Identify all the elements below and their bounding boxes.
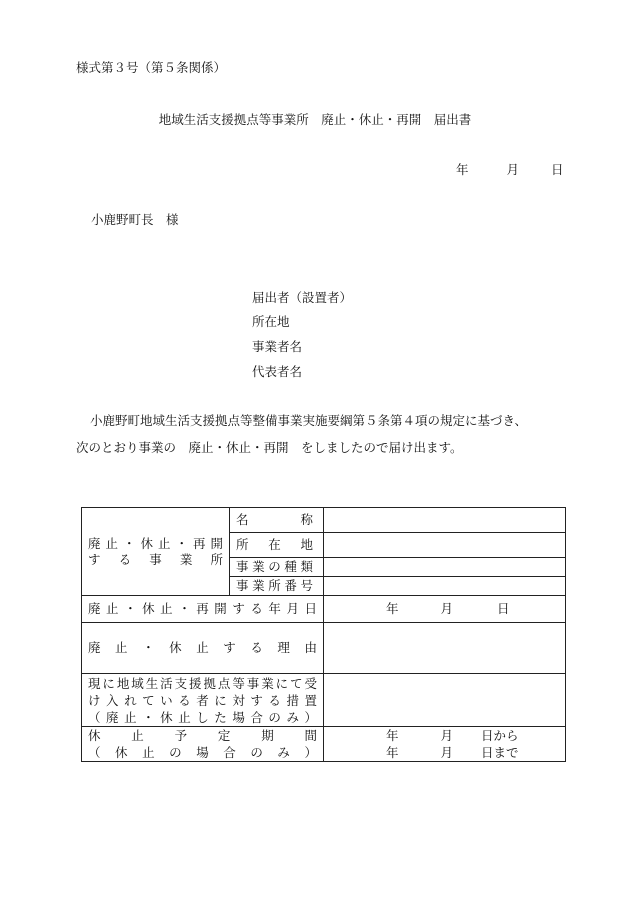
applicant-header: 届出者（設置者） (252, 290, 353, 305)
applicant-address-label: 所在地 (252, 314, 290, 329)
facility-address-field[interactable] (324, 533, 566, 558)
period-from-month: 月 (440, 728, 454, 743)
table-row (82, 508, 566, 533)
date-line (456, 160, 564, 178)
document-title: 地域生活支援拠点等事業所 廃止・休止・再開 届出書 (158, 112, 472, 127)
business-type-label: 事業の種類 (230, 558, 324, 577)
form-number: 様式第３号（第５条関係） (76, 60, 227, 75)
reason-field[interactable] (324, 623, 566, 674)
measures-label-line3: （廃止・休止した場合のみ） (88, 709, 317, 725)
table-row (82, 623, 566, 674)
facility-address-label: 所在地 (230, 533, 324, 558)
table-row (82, 596, 566, 623)
facility-number-field[interactable] (324, 577, 566, 596)
facility-name-field[interactable] (324, 508, 566, 533)
facility-label-cell (82, 508, 230, 596)
facility-name-label: 名称 (230, 508, 324, 533)
facility-number-label: 事業所番号 (230, 577, 324, 596)
change-date-label: 廃止・休止・再開する年月日 (82, 596, 324, 623)
body-line-2: 次のとおり事業の 廃止・休止・再開 をしましたので届け出ます。 (76, 440, 463, 455)
period-to-month: 月 (440, 745, 454, 760)
table-row (82, 674, 566, 727)
period-from-year: 年 (386, 728, 399, 743)
suspension-period-label-line2: （休止の場合のみ） (88, 745, 317, 760)
change-date-field[interactable] (324, 596, 566, 623)
change-date-month: 月 (440, 601, 454, 616)
measures-label-cell (82, 674, 324, 727)
period-from-suffix: 日から (481, 728, 519, 743)
facility-label-line1: 廃止・休止・再開 (88, 535, 223, 551)
date-day-label: 日 (551, 162, 564, 177)
suspension-period-label-line1: 休止予定期間 (88, 728, 317, 743)
measures-label-line2: け入れている者に対する措置 (88, 692, 317, 708)
business-type-field[interactable] (324, 558, 566, 577)
period-to-year: 年 (386, 745, 399, 760)
body-line-1: 小鹿野町地域生活支援拠点等整備事業実施要綱第５条第４項の規定に基づき、 (90, 413, 528, 428)
measures-label-line1: 現に地域生活支援拠点等事業にて受 (88, 675, 317, 691)
date-month-label: 月 (506, 162, 520, 177)
body-paragraph (76, 407, 586, 461)
change-date-day: 日 (497, 601, 510, 616)
table-row (82, 727, 566, 762)
notification-table (81, 507, 566, 762)
facility-label-line2: する事業所 (88, 551, 223, 567)
addressee: 小鹿野町長 様 (91, 212, 179, 227)
measures-field[interactable] (324, 674, 566, 727)
change-date-year: 年 (386, 601, 399, 616)
applicant-business-name-label: 事業者名 (252, 339, 303, 354)
suspension-period-label-cell (82, 727, 324, 762)
applicant-representative-label: 代表者名 (252, 364, 303, 379)
period-to-suffix: 日まで (481, 745, 519, 760)
reason-label: 廃止・休止する理由 (82, 623, 324, 674)
date-year-label: 年 (456, 162, 469, 177)
suspension-period-field[interactable] (324, 727, 566, 762)
